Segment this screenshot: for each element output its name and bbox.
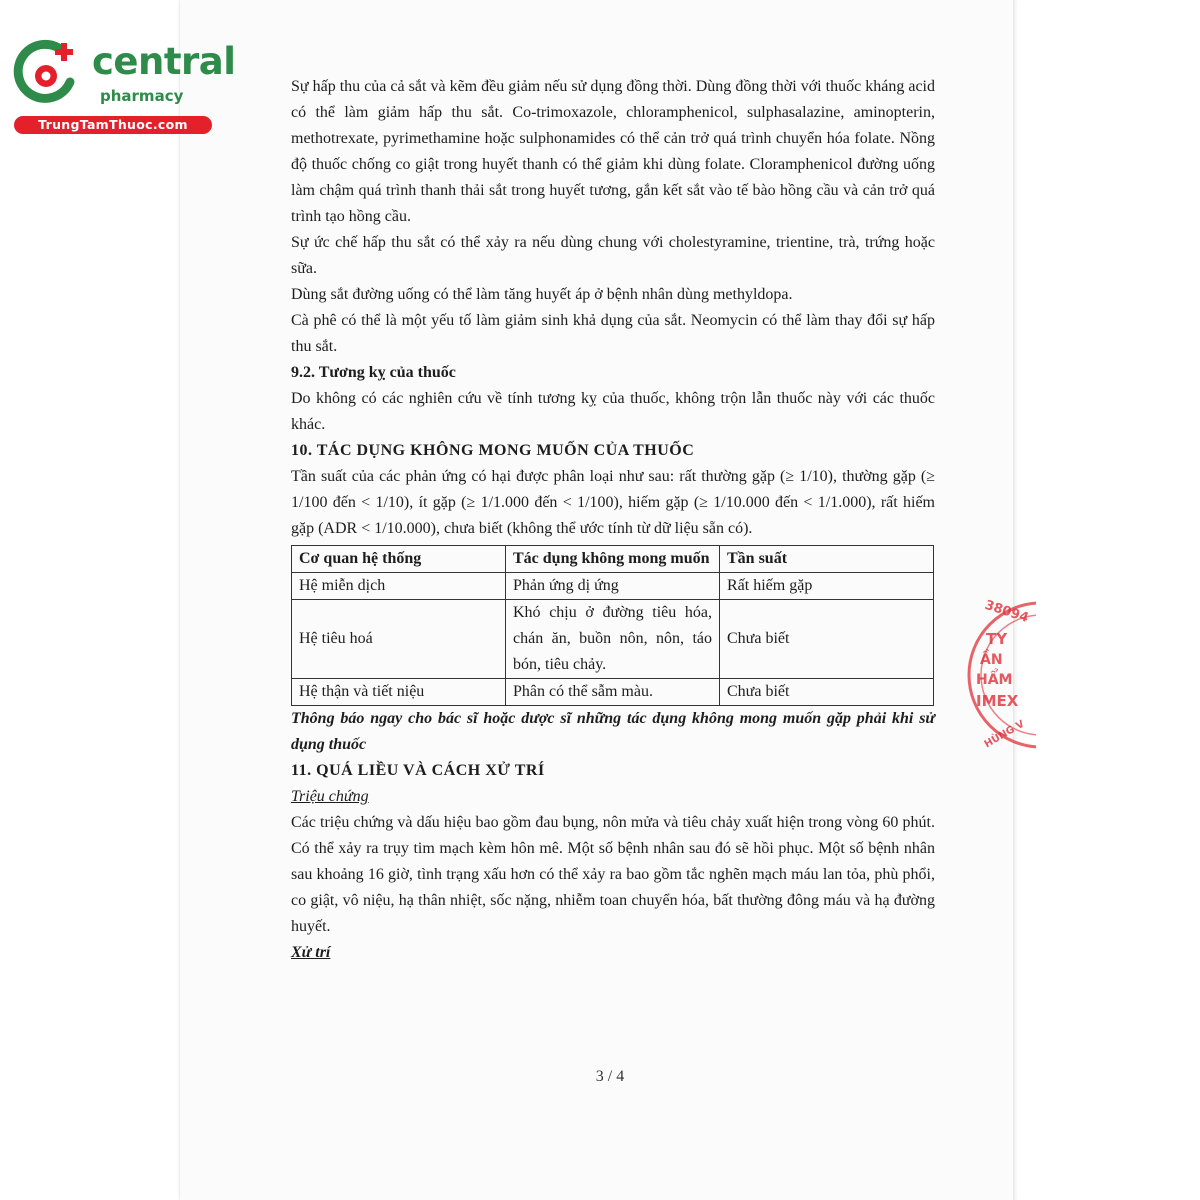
table-row: [292, 679, 934, 706]
table-row: [292, 573, 934, 600]
document-body: [291, 74, 935, 966]
stamp-text: IMEX: [976, 692, 1019, 710]
central-pharmacy-logo: [8, 38, 236, 138]
pharmacy-cross-logo-icon: [12, 38, 82, 108]
section-heading-9-2: 9.2. Tương kỵ của thuốc: [291, 364, 456, 381]
table-cell: Phản ứng dị ứng: [506, 573, 720, 600]
table-header-cell: Cơ quan hệ thống: [292, 546, 506, 573]
table-cell: Chưa biết: [720, 679, 934, 706]
stamp-text: HẨM: [976, 672, 1013, 688]
interaction-paragraph-4: Cà phê có thể là một yếu tố làm giảm sinh khả dụng của sắt. Neomycin có thể làm thay đổi sự hấp thu sắt.: [291, 312, 935, 355]
table-cell: Phân có thể sẫm màu.: [506, 679, 720, 706]
incompatibility-paragraph: Do không có các nghiên cứu về tính tương kỵ của thuốc, không trộn lẫn thuốc này với các thuốc khác.: [291, 390, 935, 433]
symptoms-paragraph: Các triệu chứng và dấu hiệu bao gồm đau bụng, nôn mửa và tiêu chảy xuất hiện trong vòng 60 phút. Có thể xảy ra trụy tim mạch kèm hôn mê. Một số bệnh nhân sau đó sẽ hồi phục. Một số bệnh nhân sau khoảng 16 giờ, tình trạng xấu hơn có thể xảy ra bao gồm tắc nghẽn mạch máu lan tỏa, phù phổi, co giật, vô niệu, hạ thân nhiệt, sốc nặng, nhiễm toan chuyển hóa, bất thường đông máu và hạ đường huyết.: [291, 814, 935, 935]
stamp-text: 38094: [982, 597, 1031, 626]
adverse-effects-table: [291, 545, 934, 706]
section-heading-11: 11. QUÁ LIỀU VÀ CÁCH XỬ TRÍ: [291, 762, 545, 779]
table-cell: Khó chịu ở đường tiêu hóa, chán ăn, buồn nôn, nôn, táo bón, tiêu chảy.: [506, 600, 720, 679]
table-header-cell: Tần suất: [720, 546, 934, 573]
subheading-treatment: Xử trí: [291, 944, 331, 961]
logo-website-banner: TrungTamThuoc.com: [14, 116, 212, 134]
stamp-text: ẦN: [980, 652, 1003, 668]
interaction-paragraph-1: Sự hấp thu của cả sắt và kẽm đều giảm nếu sử dụng đồng thời. Dùng đồng thời với thuốc kháng acid có thể làm giảm hấp thu sắt. Co-trimoxazole, chloramphenicol, sulphasalazine, aminopterin, methotrexate, pyrimethamine hoặc sulphonamides có thể cản trở quá trình chuyển hóa folate. Nồng độ thuốc chống co giật trong huyết thanh có thể giảm khi dùng folate. Cloramphenicol đường uống làm chậm quá trình thanh thải sắt trong huyết tương, gắn kết sắt vào tế bào hồng cầu và cản trở quá trình tạo hồng cầu.: [291, 78, 935, 225]
table-cell: Hệ tiêu hoá: [292, 600, 506, 679]
table-cell: Rất hiếm gặp: [720, 573, 934, 600]
table-row: [292, 600, 934, 679]
subheading-symptoms: Triệu chứng: [291, 788, 369, 805]
table-cell: Hệ miễn dịch: [292, 573, 506, 600]
frequency-paragraph: Tần suất của các phản ứng có hại được phân loại như sau: rất thường gặp (≥ 1/10), thường gặp (≥ 1/100 đến < 1/10), ít gặp (≥ 1/1.000 đến < 1/100), hiếm gặp (≥ 1/10.000 đến < 1/1.000), rất hiếm gặp (ADR < 1/10.000), chưa biết (không thể ước tính từ dữ liệu sẵn có).: [291, 468, 935, 537]
interaction-paragraph-3: Dùng sắt đường uống có thể làm tăng huyết áp ở bệnh nhân dùng methyldopa.: [291, 286, 793, 303]
page-number: 3 / 4: [595, 1068, 625, 1085]
table-cell: Hệ thận và tiết niệu: [292, 679, 506, 706]
table-cell: Chưa biết: [720, 600, 934, 679]
table-header-row: [292, 546, 934, 573]
report-notice: Thông báo ngay cho bác sĩ hoặc dược sĩ những tác dụng không mong muốn gặp phải khi sử dụng thuốc: [291, 710, 935, 753]
section-heading-10: 10. TÁC DỤNG KHÔNG MONG MUỐN CỦA THUỐC: [291, 442, 695, 459]
stamp-seal-icon: [966, 590, 1036, 760]
logo-subtitle: pharmacy: [100, 87, 184, 105]
company-stamp: [966, 590, 1036, 760]
logo-wordmark: central: [92, 40, 236, 83]
stamp-text: TY: [986, 630, 1008, 648]
table-header-cell: Tác dụng không mong muốn: [506, 546, 720, 573]
interaction-paragraph-2: Sự ức chế hấp thu sắt có thể xảy ra nếu dùng chung với cholestyramine, trientine, trà, trứng hoặc sữa.: [291, 234, 935, 277]
stamp-text: HÙNG V: [982, 718, 1027, 751]
